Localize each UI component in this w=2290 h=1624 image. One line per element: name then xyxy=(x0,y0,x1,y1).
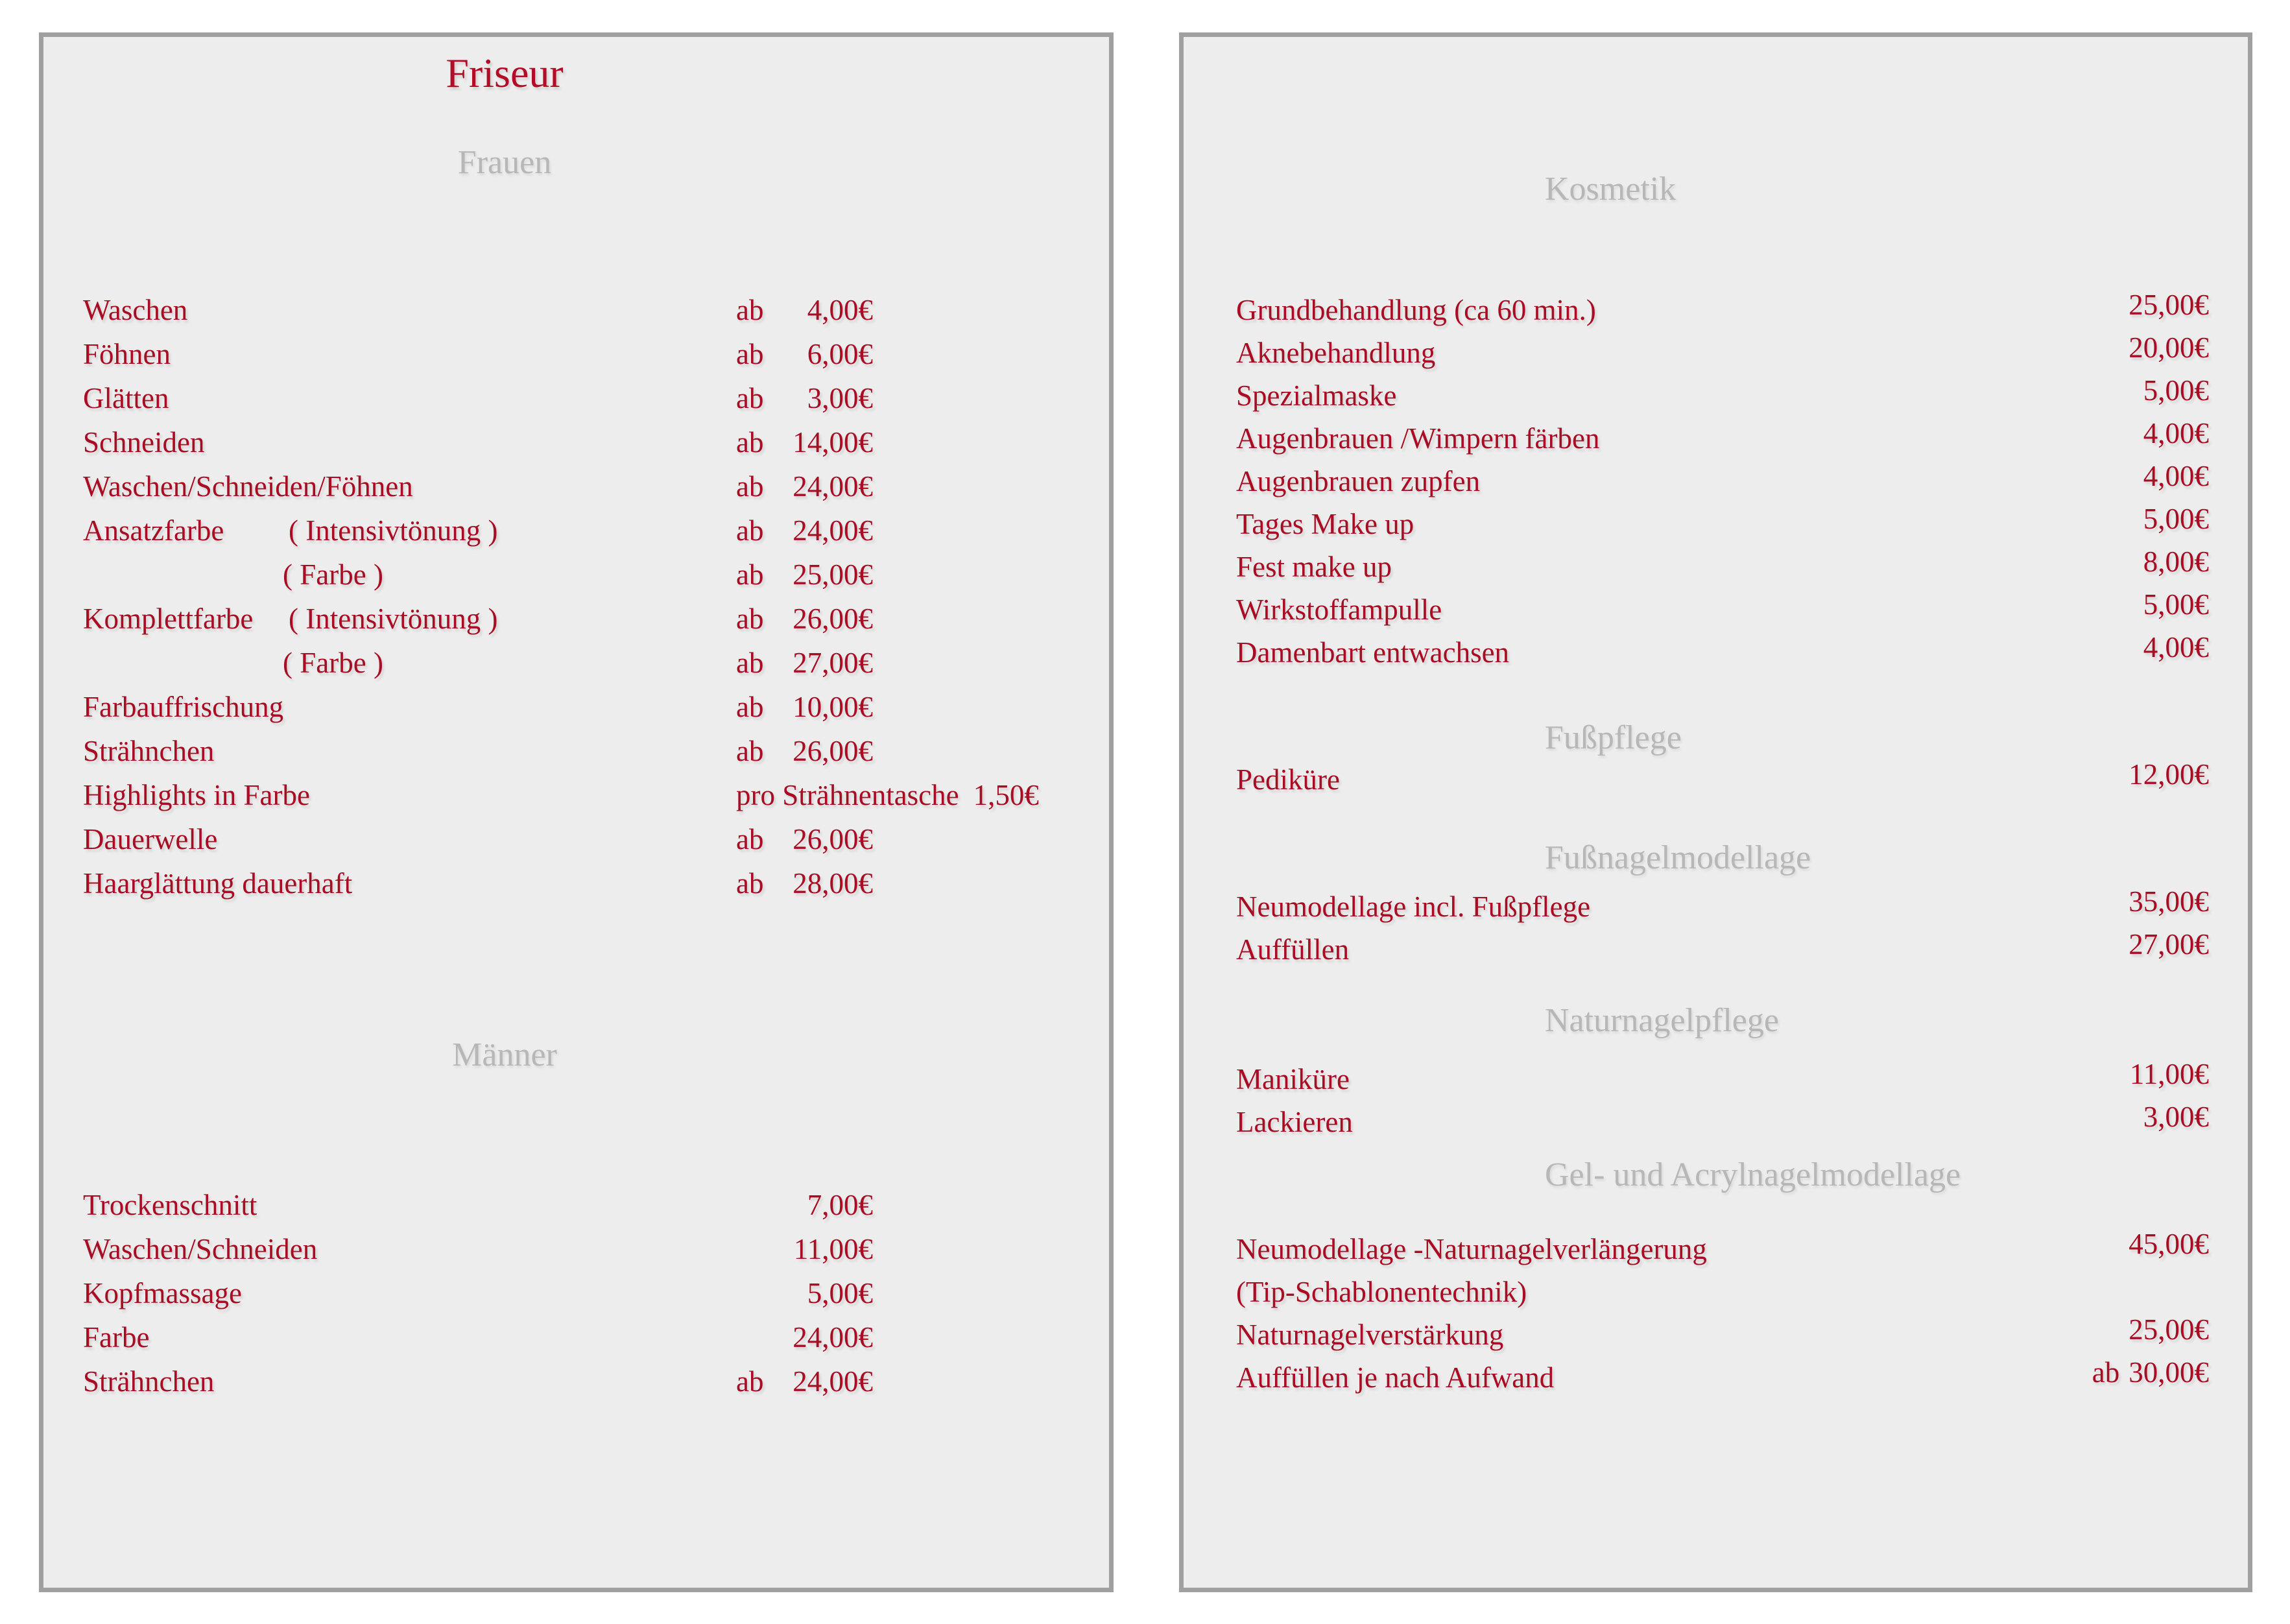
price-prefix: ab xyxy=(736,558,764,591)
service-price xyxy=(736,1315,873,1359)
service-label: Maniküre xyxy=(1236,1063,1350,1095)
price-prefix: ab xyxy=(736,867,764,900)
price-amount: 5,00€ xyxy=(2143,588,2209,621)
service-label: Farbauffrischung xyxy=(83,691,284,723)
price-prefix: ab xyxy=(736,691,764,723)
price-amount: 28,00€ xyxy=(793,867,873,900)
kosmetik-panel xyxy=(1179,32,2252,1592)
price-amount: 24,00€ xyxy=(793,1321,873,1354)
service-price xyxy=(2134,455,2209,497)
price-amount: 3,00€ xyxy=(2143,1101,2209,1133)
service-price xyxy=(2134,369,2209,412)
price-prefix: ab xyxy=(736,823,764,855)
service-price xyxy=(736,288,873,332)
price-row xyxy=(1184,758,2248,801)
price-amount: 5,00€ xyxy=(2143,503,2209,535)
price-prefix: ab xyxy=(2092,1356,2120,1389)
price-row xyxy=(43,288,1109,332)
service-label-note: ( Intensivtönung ) xyxy=(289,514,498,547)
price-row xyxy=(43,597,1109,641)
service-label: Kopfmassage xyxy=(83,1277,242,1309)
price-amount: 14,00€ xyxy=(793,426,873,459)
price-row xyxy=(1184,545,2248,588)
service-label: Aknebehandlung xyxy=(1236,337,1436,369)
service-label: Trockenschnitt xyxy=(83,1189,257,1221)
price-amount: 27,00€ xyxy=(2129,928,2209,961)
price-row xyxy=(1184,631,2248,674)
price-amount: 24,00€ xyxy=(793,514,873,547)
price-row xyxy=(43,773,1109,817)
kosmetik-heading: Kosmetik xyxy=(1545,171,1676,208)
naturnagelpflege-heading: Naturnagelpflege xyxy=(1545,1002,1779,1039)
service-price xyxy=(736,553,873,597)
service-price xyxy=(2119,753,2209,796)
friseur-panel xyxy=(39,32,1114,1592)
service-price xyxy=(2134,1095,2209,1138)
fusspflege-price-list xyxy=(1184,758,2248,801)
price-prefix: ab xyxy=(736,514,764,547)
service-price xyxy=(736,729,873,773)
service-price xyxy=(2134,626,2209,669)
price-amount: 26,00€ xyxy=(793,823,873,855)
service-label: Waschen xyxy=(83,294,188,326)
price-row xyxy=(1184,885,2248,928)
price-amount: 25,00€ xyxy=(2129,1313,2209,1346)
service-price xyxy=(736,817,873,861)
naturnagelpflege-price-list xyxy=(1184,1058,2248,1143)
service-label: Dauerwelle xyxy=(83,823,218,855)
service-label: Neumodellage -Naturnagelverlängerung xyxy=(1236,1233,1707,1265)
price-row xyxy=(43,1359,1109,1403)
service-label: Spezialmaske xyxy=(1236,379,1397,412)
service-price xyxy=(736,1359,873,1403)
maenner-heading: Männer xyxy=(452,1036,557,1073)
service-label: Strähnchen xyxy=(83,735,215,767)
price-amount: 24,00€ xyxy=(793,470,873,503)
service-label: Waschen/Schneiden xyxy=(83,1233,318,1265)
service-price xyxy=(736,464,873,508)
price-row xyxy=(43,641,1109,685)
service-label: Waschen/Schneiden/Föhnen xyxy=(83,470,413,503)
service-price xyxy=(2134,412,2209,455)
kosmetik-price-list xyxy=(1184,289,2248,674)
price-row xyxy=(43,376,1109,420)
price-row xyxy=(43,553,1109,597)
service-label: Haarglättung dauerhaft xyxy=(83,867,353,900)
service-price xyxy=(2134,583,2209,626)
price-amount: 7,00€ xyxy=(807,1189,873,1221)
price-row xyxy=(43,420,1109,464)
service-price xyxy=(2092,1351,2209,1394)
service-price xyxy=(736,1227,873,1271)
service-price xyxy=(2119,283,2209,326)
price-row xyxy=(1184,374,2248,417)
service-label: Naturnagelverstärkung xyxy=(1236,1319,1504,1351)
service-label: Neumodellage incl. Fußpflege xyxy=(1236,890,1591,923)
price-row xyxy=(1184,1228,2248,1271)
service-label: Tages Make up xyxy=(1236,508,1414,540)
price-row-continuation xyxy=(1184,1271,2248,1313)
service-label: Glätten xyxy=(83,382,169,414)
service-label-note: ( Intensivtönung ) xyxy=(289,603,498,635)
price-prefix: ab xyxy=(736,470,764,503)
price-row xyxy=(43,464,1109,508)
service-label: Auffüllen je nach Aufwand xyxy=(1236,1361,1555,1394)
service-price xyxy=(2134,497,2209,540)
service-label: Strähnchen xyxy=(83,1365,215,1398)
price-row xyxy=(43,1271,1109,1315)
fusspflege-heading: Fußpflege xyxy=(1545,719,1682,756)
price-row xyxy=(43,729,1109,773)
service-price xyxy=(736,376,873,420)
price-row xyxy=(43,1183,1109,1227)
service-price xyxy=(2121,1053,2209,1095)
frauen-heading: Frauen xyxy=(457,144,552,181)
service-label: Ansatzfarbe xyxy=(83,514,224,547)
price-row xyxy=(1184,1101,2248,1143)
price-row xyxy=(1184,1356,2248,1399)
price-prefix: ab xyxy=(736,426,764,459)
price-amount: 4,00€ xyxy=(807,294,873,326)
service-label: Damenbart entwachsen xyxy=(1236,636,1510,669)
price-amount: 8,00€ xyxy=(2143,545,2209,578)
service-label: Komplettfarbe xyxy=(83,603,254,635)
price-amount: 5,00€ xyxy=(807,1277,873,1309)
service-price xyxy=(2119,923,2209,966)
friseur-title: Friseur xyxy=(446,50,564,96)
price-prefix: ab xyxy=(736,735,764,767)
service-price xyxy=(736,597,873,641)
price-amount: 24,00€ xyxy=(793,1365,873,1398)
price-prefix: pro Strähnentasche xyxy=(736,779,959,811)
service-price xyxy=(2119,1308,2209,1351)
service-price xyxy=(736,685,873,729)
price-row xyxy=(43,1227,1109,1271)
gel-acryl-heading: Gel- und Acrylnagelmodellage xyxy=(1545,1156,1961,1193)
service-price xyxy=(2119,880,2209,923)
service-label: ( Farbe ) xyxy=(283,647,383,679)
price-amount: 45,00€ xyxy=(2129,1228,2209,1260)
service-label: (Tip-Schablonentechnik) xyxy=(1236,1276,1527,1308)
price-row xyxy=(1184,417,2248,460)
price-amount: 6,00€ xyxy=(807,338,873,370)
fussnagelmodellage-heading: Fußnagelmodellage xyxy=(1545,839,1811,876)
price-amount: 25,00€ xyxy=(2129,289,2209,321)
price-amount: 3,00€ xyxy=(807,382,873,414)
service-price xyxy=(736,1183,873,1227)
price-amount: 12,00€ xyxy=(2129,758,2209,791)
price-row xyxy=(43,1315,1109,1359)
price-amount: 4,00€ xyxy=(2143,631,2209,663)
service-price xyxy=(736,641,873,685)
price-amount: 26,00€ xyxy=(793,603,873,635)
service-label: Schneiden xyxy=(83,426,205,459)
service-price xyxy=(2119,1223,2209,1265)
price-row xyxy=(1184,588,2248,631)
service-label: Lackieren xyxy=(1236,1106,1353,1138)
price-amount: 4,00€ xyxy=(2143,417,2209,449)
price-amount: 5,00€ xyxy=(2143,374,2209,407)
service-label: Fest make up xyxy=(1236,551,1392,583)
price-amount: 11,00€ xyxy=(2129,1058,2209,1090)
frauen-price-list xyxy=(43,288,1109,905)
service-price xyxy=(736,420,873,464)
price-row xyxy=(1184,1313,2248,1356)
price-amount: 4,00€ xyxy=(2143,460,2209,492)
price-amount: 10,00€ xyxy=(793,691,873,723)
service-label: Pediküre xyxy=(1236,763,1340,796)
service-price xyxy=(736,773,1039,817)
price-prefix: ab xyxy=(736,338,764,370)
price-row xyxy=(1184,503,2248,545)
price-row xyxy=(1184,928,2248,971)
price-amount: 26,00€ xyxy=(793,735,873,767)
price-prefix: ab xyxy=(736,382,764,414)
fussnagelmodellage-price-list xyxy=(1184,885,2248,971)
gel-acryl-price-list xyxy=(1184,1228,2248,1399)
price-row xyxy=(1184,1058,2248,1101)
price-row xyxy=(43,861,1109,905)
service-price xyxy=(2119,326,2209,369)
service-price xyxy=(736,508,873,553)
price-amount: 1,50€ xyxy=(973,779,1039,811)
price-amount: 20,00€ xyxy=(2129,331,2209,364)
price-row xyxy=(43,508,1109,553)
service-price xyxy=(736,861,873,905)
price-row xyxy=(43,332,1109,376)
price-row xyxy=(43,685,1109,729)
service-label: Wirkstoffampulle xyxy=(1236,593,1442,626)
price-row xyxy=(1184,289,2248,331)
service-label: Augenbrauen zupfen xyxy=(1236,465,1481,497)
service-price xyxy=(2134,540,2209,583)
price-amount: 25,00€ xyxy=(793,558,873,591)
price-prefix: ab xyxy=(736,1365,764,1398)
price-amount: 30,00€ xyxy=(2129,1356,2209,1389)
price-row xyxy=(1184,331,2248,374)
service-label: Farbe xyxy=(83,1321,150,1354)
price-amount: 27,00€ xyxy=(793,647,873,679)
service-price xyxy=(736,1271,873,1315)
price-row xyxy=(1184,460,2248,503)
service-label: Auffüllen xyxy=(1236,933,1350,966)
service-label: Augenbrauen /Wimpern färben xyxy=(1236,422,1600,455)
price-amount: 11,00€ xyxy=(793,1233,873,1265)
price-prefix: ab xyxy=(736,294,764,326)
service-label: Föhnen xyxy=(83,338,171,370)
price-amount: 35,00€ xyxy=(2129,885,2209,918)
service-label: Highlights in Farbe xyxy=(83,779,310,811)
price-prefix: ab xyxy=(736,603,764,635)
price-prefix: ab xyxy=(736,647,764,679)
price-row xyxy=(43,817,1109,861)
service-label: Grundbehandlung (ca 60 min.) xyxy=(1236,294,1596,326)
service-price xyxy=(736,332,873,376)
maenner-price-list xyxy=(43,1183,1109,1403)
service-label: ( Farbe ) xyxy=(283,558,383,591)
